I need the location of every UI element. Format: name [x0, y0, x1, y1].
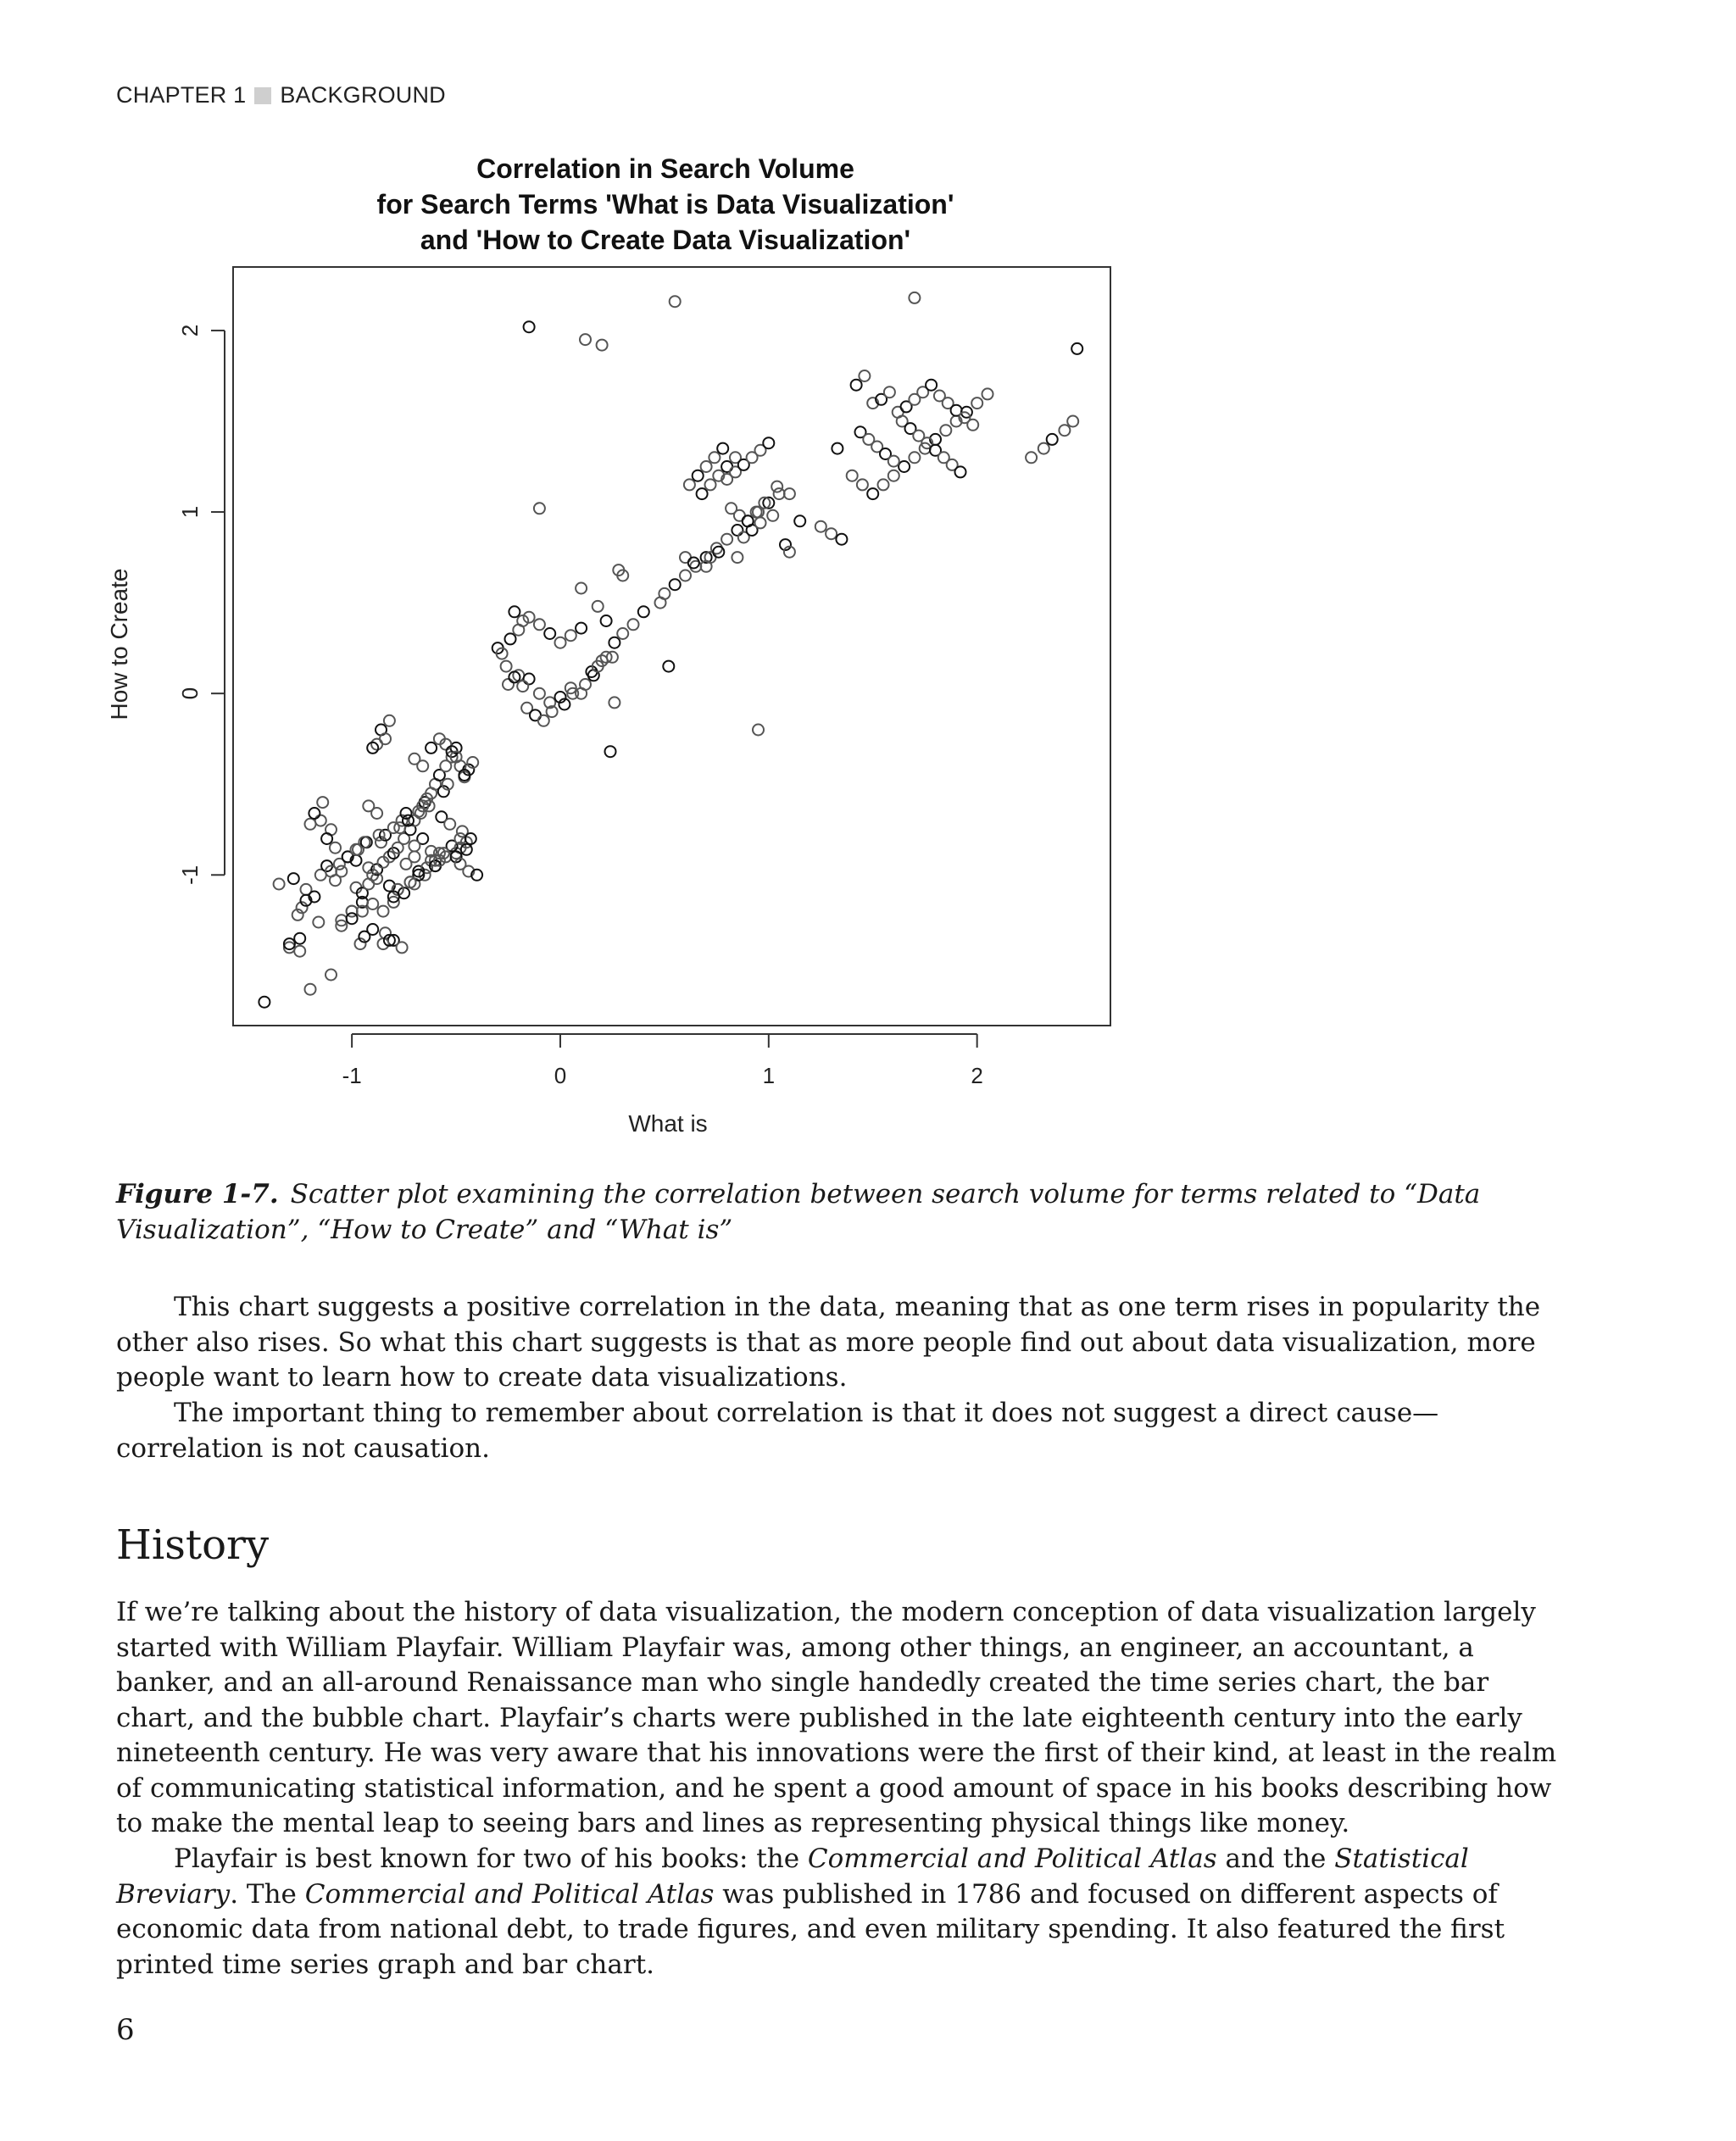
scatter-point [767, 510, 778, 521]
scatter-point [721, 534, 732, 545]
book-title-atlas: Commercial and Political Atlas [304, 1878, 715, 1910]
scatter-point [753, 725, 764, 736]
scatter-point [771, 481, 782, 492]
y-axis [177, 325, 225, 885]
scatter-point [576, 623, 587, 634]
scatter-point [705, 479, 716, 490]
scatter-point [593, 601, 604, 612]
book-title-atlas: Commercial and Political Atlas [807, 1843, 1217, 1874]
text-run: was published in 1786 and focused on different aspects of economic data from national debt, to trade figures, and even military spending. It also featured the first printed time series graph and bar chart. [116, 1878, 1505, 1980]
scatter-point [884, 386, 895, 398]
scatter-point [597, 340, 608, 351]
y-tick-label: 2 [177, 324, 203, 337]
scatter-point [971, 398, 982, 409]
y-tick-label: -1 [177, 865, 203, 885]
scatter-point [409, 851, 420, 862]
scatter-point [909, 452, 920, 463]
scatter-point [826, 528, 837, 539]
scatter-point [509, 606, 520, 617]
scatter-point [538, 715, 549, 726]
scatter-point [982, 388, 993, 399]
scatter-point [288, 873, 299, 884]
scatter-point [717, 443, 728, 454]
scatter-point [763, 437, 774, 448]
scatter-point [836, 534, 847, 545]
text-run: . The [230, 1878, 305, 1910]
paragraph-history-books [116, 1842, 1557, 1983]
page-number: 6 [116, 2013, 135, 2047]
y-axis-label: How to Create [106, 568, 132, 720]
book-title-breviary: Statistical Breviary [116, 1843, 1469, 1910]
scatter-point [709, 452, 720, 463]
scatter-point [405, 876, 416, 887]
paragraph-causation: The important thing to remember about correlation is that it does not suggest a direct cause—correlation is not causation. [116, 1398, 1439, 1464]
scatter-point [601, 615, 612, 626]
scatter-point [501, 661, 512, 672]
scatter-point [313, 917, 324, 928]
scatter-point [259, 997, 270, 1008]
scatter-point [367, 898, 378, 909]
scatter-point [384, 715, 395, 726]
paragraph-correlation: This chart suggests a positive correlation in the data, meaning that as one term rises in popularity the other also rises. So what this chart suggests is that as more people find out about data visualization, more people want to learn how to create data visualizations. [116, 1292, 1541, 1393]
data-points [259, 292, 1082, 1008]
scatter-point [867, 488, 878, 499]
scatter-point [609, 637, 620, 648]
scatter-point [680, 570, 691, 581]
scatter-point [688, 558, 699, 569]
scatter-point [851, 380, 862, 391]
scatter-point [755, 517, 766, 528]
scatter-point [659, 588, 670, 599]
scatter-point [663, 661, 674, 672]
chart-title-line-1: Correlation in Search Volume [476, 153, 854, 184]
x-tick-label: 2 [971, 1063, 983, 1088]
scatter-point [305, 984, 316, 995]
scatter-point [274, 879, 285, 890]
scatter-point [378, 906, 389, 917]
scatter-point [1047, 434, 1058, 445]
paragraph-history-playfair: If we’re talking about the history of data visualization, the modern conception of data visualization largely started with William Playfair. William Playfair was, among other things, an engineer, an accountant, a banker, and an all-around Renaissance man who single handedly created the time series chart, the bar chart, and the bubble chart. Playfair’s charts were published in the late eighteenth century into the early nineteenth century. He was very aware that his innovations were the first of their kind, at least in the realm of communicating statistical information, and he spent a good amount of space in his books describing how to make the mental leap to seeing bars and lines as representing physical things like money. [116, 1597, 1557, 1838]
figure-caption [116, 1176, 1540, 1248]
scatter-point [697, 488, 708, 499]
scatter-point [628, 619, 639, 630]
scatter-point [505, 633, 516, 644]
scatter-point [832, 443, 843, 454]
scatter-point [321, 833, 332, 844]
chart-title-line-3: and 'How to Create Data Visualization' [420, 225, 911, 255]
scatter-point [617, 628, 628, 639]
scatter-point [534, 688, 545, 699]
scatter-point [774, 488, 785, 499]
scatter-point [1071, 343, 1082, 354]
scatter-point [444, 819, 455, 830]
chart-title-line-2: for Search Terms 'What is Data Visualization' [376, 189, 954, 220]
scatter-point [684, 479, 695, 490]
chapter-label: CHAPTER 1 [116, 82, 247, 108]
x-tick-label: 0 [554, 1063, 567, 1088]
scatter-point [888, 456, 899, 467]
scatter-point [693, 470, 704, 481]
y-tick-label: 1 [177, 505, 203, 519]
scatter-point [330, 842, 341, 854]
scatter-point [534, 503, 545, 514]
x-tick-label: -1 [342, 1063, 362, 1088]
scatter-point [784, 488, 795, 499]
scatter-point [326, 970, 337, 981]
scatter-point [888, 470, 899, 481]
scatter-point [461, 844, 472, 855]
scatter-point [380, 733, 391, 744]
scatter-point [1026, 452, 1037, 463]
x-tick-label: 1 [762, 1063, 776, 1088]
section-heading-history: History [116, 1521, 270, 1569]
scatter-point [309, 808, 320, 819]
scatter-point [955, 466, 966, 477]
scatter-point [534, 619, 545, 630]
scatter-point [926, 380, 937, 391]
scatter-point [1067, 416, 1078, 427]
scatter-point [713, 547, 724, 558]
scatter-point [638, 606, 649, 617]
plot-frame [233, 267, 1110, 1026]
scatter-point [294, 946, 305, 957]
scatter-chart [102, 144, 1136, 1153]
scatter-point [847, 470, 858, 481]
scatter-point [701, 461, 712, 472]
scatter-point [609, 697, 620, 708]
scatter-point [899, 461, 910, 472]
scatter-point [305, 819, 316, 830]
scatter-point [859, 370, 870, 381]
scatter-point [524, 674, 535, 685]
scatter-point [294, 933, 305, 944]
scatter-point [940, 425, 951, 436]
scatter-point [417, 760, 428, 771]
scatter-point [576, 583, 587, 594]
scatter-point [732, 525, 743, 536]
text-run: and the [1216, 1843, 1335, 1874]
running-header [116, 82, 446, 108]
figure-label: Figure 1-7. [116, 1179, 279, 1210]
scatter-point [857, 479, 868, 490]
scatter-point [503, 679, 514, 690]
scatter-point [732, 552, 743, 563]
scatter-point [1059, 425, 1070, 436]
x-axis [342, 1034, 983, 1088]
scatter-point [409, 841, 420, 852]
scatter-point [605, 746, 616, 757]
scatter-point [317, 797, 328, 808]
scatter-point [670, 296, 681, 307]
scatter-point [670, 579, 681, 590]
scatter-point [315, 815, 326, 826]
scatter-point [517, 681, 528, 692]
scatter-point [426, 742, 437, 754]
scatter-point [544, 628, 555, 639]
scatter-point [565, 630, 576, 641]
x-axis-label: What is [628, 1110, 708, 1137]
scatter-point [580, 334, 591, 345]
scatter-point [509, 671, 520, 682]
figure-caption-text: Scatter plot examining the correlation between search volume for terms related to “Data Visualization”, “How to Create” and “What is” [116, 1179, 1481, 1245]
scatter-point [967, 420, 978, 431]
scatter-point [815, 521, 826, 532]
scatter-point [794, 515, 805, 526]
scatter-point [580, 679, 591, 690]
scatter-point [524, 321, 535, 332]
section-label: BACKGROUND [280, 82, 446, 108]
scatter-point [878, 479, 889, 490]
y-tick-label: 0 [177, 687, 203, 700]
header-separator [254, 87, 271, 104]
text-run: Playfair is best known for two of his books: the [174, 1843, 808, 1874]
scatter-point [555, 637, 566, 648]
scatter-point [347, 913, 358, 924]
scatter-point [397, 942, 408, 953]
scatter-point [1038, 443, 1049, 454]
scatter-point [909, 292, 920, 303]
scatter-point [371, 808, 382, 819]
